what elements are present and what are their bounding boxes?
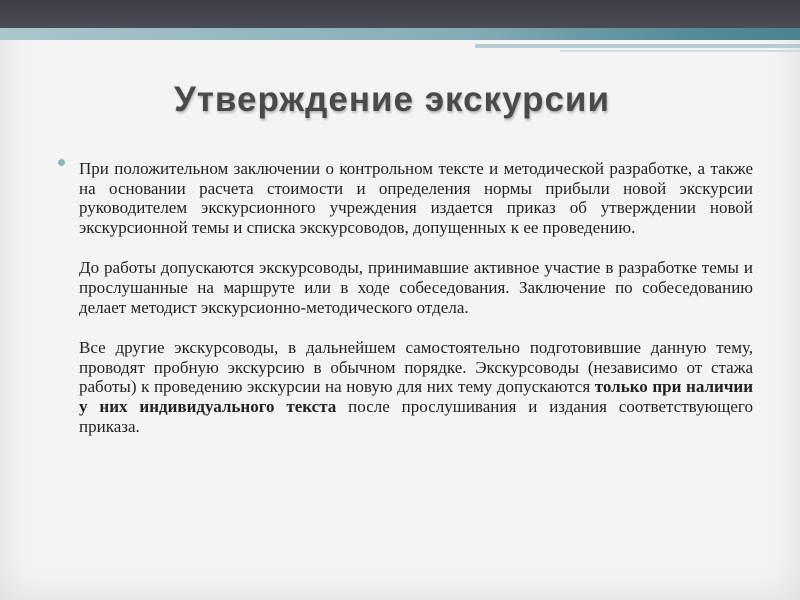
paragraph-admission: До работы допускаются экскурсоводы, принимавшие активное участие в разработке темы и прослушанные на маршруте или в ходе собеседования. Заключение по собеседованию делает методист экскурсионно-методического отдела.: [79, 258, 753, 317]
accent-line-secondary: [560, 50, 800, 52]
bullet-icon: [58, 156, 68, 166]
emphasis-text: только при наличии у них индивидуального текста: [79, 377, 753, 416]
header-teal-gradient: [500, 28, 800, 40]
accent-line: [475, 44, 800, 48]
paragraph-approval-order: При положительном заключении о контрольном тексте и методической разработке, а также на основании расчета стоимости и определения нормы прибыли новой экскурсии руководителем экскурсионного учреждения издается приказ об утверждении новой экскурсионной темы и списка экскурсоводов, допущенных к ее проведению.: [79, 159, 753, 237]
slide-body: [79, 159, 753, 436]
paragraph-other-guides: [79, 338, 753, 436]
bullet-dot-icon: [58, 159, 65, 166]
slide-title: Утверждение экскурсии: [174, 80, 610, 119]
paragraph-text-end: после прослушивания и издания соответствующего приказа.: [79, 396, 753, 436]
header-dark-band: [0, 0, 800, 28]
paragraph-text-start: Все другие экскурсоводы, в дальнейшем самостоятельно подготовившие данную тему, проводят пробную экскурсию в обычном порядке. Экскурсоводы (независимо от стажа работы) к проведению экскурсии на новую для них тему допускаются: [79, 338, 753, 397]
